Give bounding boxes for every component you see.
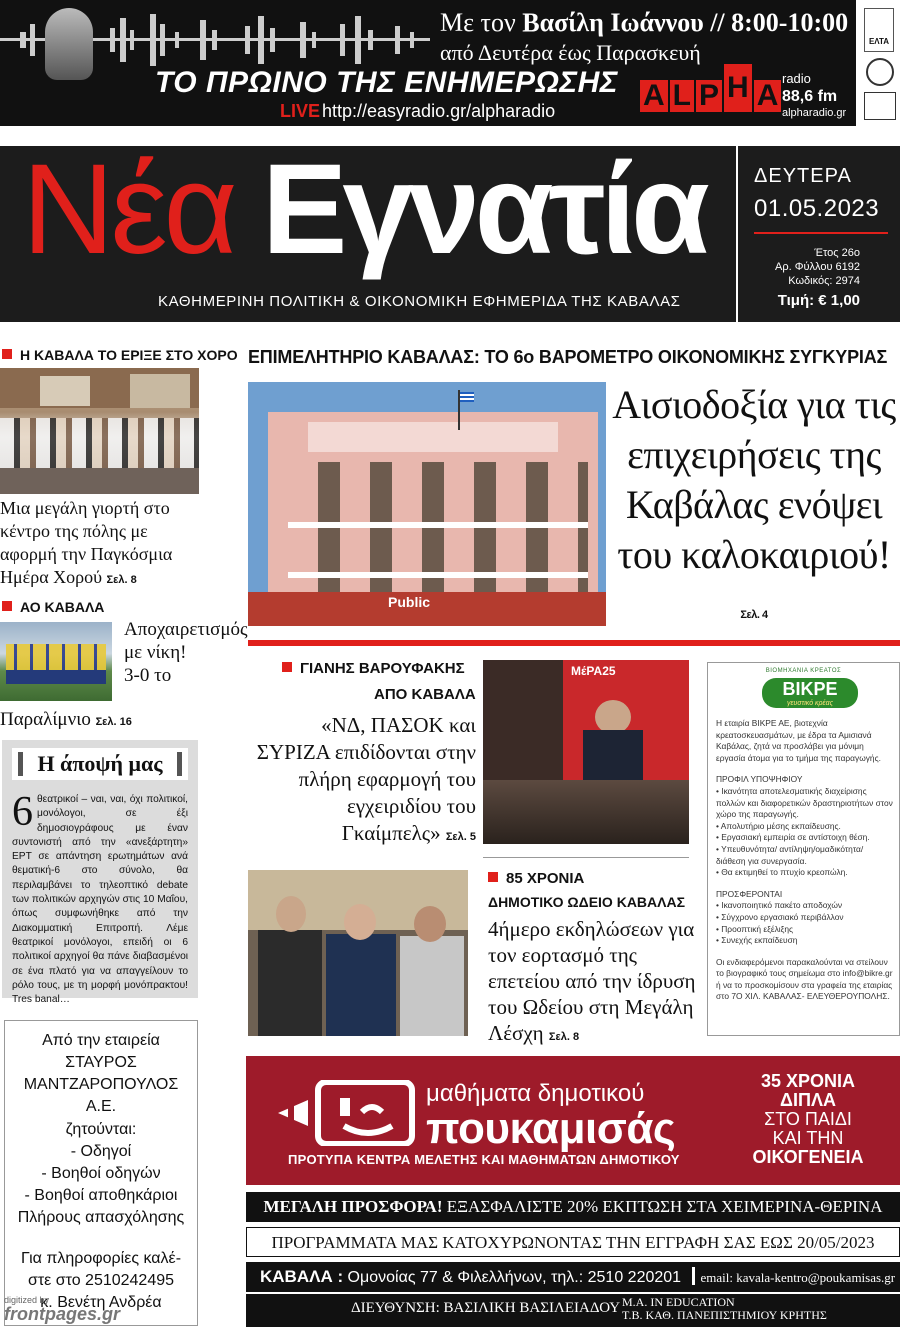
issue-number: Αρ. Φύλλου 6192 — [775, 261, 860, 273]
seal-icon — [866, 58, 894, 86]
alpha-letter: H — [724, 64, 752, 112]
bikre-logo: ΒΙΚΡΕ γευστικό κρέας — [762, 678, 858, 708]
staurou-company: Α.Ε. — [85, 1098, 117, 1115]
ad-brand: πουκαμισάς — [426, 1104, 676, 1153]
odeio-kicker: 85 ΧΡΟΝΙΑ — [488, 870, 584, 887]
main-kicker: ΕΠΙΜΕΛΗΤΗΡΙΟ ΚΑΒΑΛΑΣ: ΤΟ 6ο ΒΑΡΟΜΕΤΡΟ ΟΙΚΟΝΟΜΙΚΗΣ ΣΥΓΚΥΡΙΑΣ — [248, 347, 888, 367]
alpha-letter: A — [754, 80, 782, 112]
issue-price: Τιμή: € 1,00 — [777, 292, 860, 309]
red-square-icon — [2, 601, 12, 611]
issue-date: 01.05.2023 — [754, 195, 880, 222]
varoufakis-photo[interactable] — [483, 660, 689, 844]
alpha-frequency: 88,6 fm — [782, 88, 838, 105]
alpha-letter: A — [640, 80, 668, 112]
team-photo[interactable] — [0, 622, 112, 701]
radio-days: από Δευτέρα έως Παρασκευή — [440, 40, 701, 65]
ad-subtitle: μαθήματα δημοτικού — [426, 1080, 645, 1107]
main-headline[interactable]: Αισιοδοξία για τις επιχειρήσεις της Καβάλας ενόψει του καλοκαιριού! Σελ. 4 — [612, 382, 896, 621]
postal-logos — [858, 0, 900, 126]
staurou-company: ΣΤΑΥΡΟΣ — [65, 1054, 137, 1071]
team-story[interactable]: Αποχαιρετισμός με νίκη! 3-0 το — [124, 619, 248, 686]
ad-credentials: M.A. IN EDUCATION Τ.Β. ΚΑΘ. ΠΑΝΕΠΙΣΤΗΜΙΟΥ ΚΡΗΤΗΣ — [622, 1295, 827, 1322]
ad-address-bar: ΚΑΒΑΛΑ : Ομονοίας 77 & Φιλελλήνων, τηλ.: 2510 220201 email: kavala-kentro@poukamisas.gr — [246, 1262, 900, 1292]
opinion-text[interactable]: 6 θεατρικοί – ναι, ναι, όχι πολιτικοί, μονόλογοι, σε έξι δημοσιογράφους με έναν συντονιστή από την «ανεξάρτητη» ΕΡΤ σε απάντηση ερωτημάτων ανά θεματική-6 στο σύνολο, θα περιλαμβάνει το τηλεοπτικό debate των πολιτικών αρχηγών στις 10 Μαΐου, όπως συμφωνήθηκε από την Διακομματική Επιτροπή. Λέμε θεατρικοί μονόλογοι, επειδή οι 6 πολιτικοί αρχηγοί θα πάνε διαβασμένοι σε ένα πλατό για να απαγγείλουν το ρόλο τους, με τη μορφή μονόπρακτου! Tres banal… — [12, 789, 188, 1006]
stamp-icon — [864, 92, 896, 120]
opinion-dropcap: 6 — [12, 789, 33, 835]
watermark-line: digitized by — [4, 1295, 50, 1305]
varoufakis-headline[interactable]: «ΝΔ, ΠΑΣΟΚ και ΣΥΡΙΖΑ επιδίδονται στην πλήρη εφαρμογή του εγχειριδίου του Γκαίμπελς» Σελ. 5 — [256, 713, 476, 845]
bikre-title: ΒΙΟΜΗΧΑΝΙΑ ΚΡΕΑΤΟΣ — [765, 668, 842, 674]
staurou-line: κ. Βενέτη Ανδρέα — [40, 1294, 162, 1311]
staurou-line: Για πληροφορίες καλέ- — [20, 1250, 182, 1267]
alpha-letter: L — [670, 80, 694, 112]
masthead-title-nea: Νέα — [22, 138, 234, 281]
team-story-end[interactable]: Παραλίμνιο Σελ. 16 — [0, 709, 132, 730]
bikre-text: Η εταιρία ΒΙΚΡΕ ΑΕ, βιοτεχνία κρεατοσκευασμάτων, με έδρα τα Αμισιανά Καβάλας, ζητά να προσλάβει για μόνιμη εργασία άτομα για το τμήμα της παραγωγής. ΠΡΟΦΙΛ ΥΠΟΨΗΦΙΟΥ • Ικανότητα αποτελεσματικής διαχείρισης πολλών και διαφορετικών δραστηριοτήτων στον χώρο της παραγωγής. • Απολυτήριο μέσης εκπαίδευσης. • Εργασιακή εμπειρία σε αντίστοιχη θέση. • Υπευθυνότητα/ αντίληψη/ομαδικότητα/ διάθεση για συνεργασία. • Θα εκτιμηθεί το πτυχίο κρεοπώλη. ΠΡΟΣΦΕΡΟΝΤΑΙ • Ικανοποιητικό πακέτο αποδοχών • Σύγχρονο εργασιακό περιβάλλον • Προοπτική εξέλιξης • Συνεχής εκπαίδευση Οι ενδιαφερόμενοι παρακαλούνται να στείλουν το βιογραφικό τους σημείωμα στο info@bikre.gr ή να το προσκομίσουν στα γραφεία της εταιρίας στο 7Ο ΧΙΛ. ΚΑΒΑΛΑΣ- ΕΛΕΥΘΕΡΟΥΠΟΛΗΣ. — [716, 718, 893, 1002]
red-square-icon — [488, 872, 498, 882]
mera25-sign: ΜέΡΑ25 — [571, 664, 616, 678]
radio-show-title: ΤΟ ΠΡΩΙΝΟ ΤΗΣ ΕΝΗΜΕΡΩΣΗΣ — [155, 66, 618, 99]
story-divider — [483, 857, 689, 858]
dance-kicker: Η ΚΑΒΑΛΑ ΤΟ ΕΡΙΞΕ ΣΤΟ ΧΟΡΟ — [2, 347, 238, 363]
red-square-icon — [282, 662, 292, 672]
odeio-headline[interactable]: 4ήμερο εκδηλώσεων για τον εορτασμό της επετείου από την ίδρυση του Ωδείου στη Μεγάλη Λέσχη Σελ. 8 — [488, 917, 696, 1045]
varoufakis-kicker-sub: ΑΠΟ ΚΑΒΑΛΑ — [374, 686, 476, 703]
staurou-line: ζητούνται: — [65, 1121, 137, 1138]
red-divider — [248, 640, 900, 646]
alpha-letter: P — [696, 80, 722, 112]
odeio-kicker-sub: ΔΗΜΟΤΙΚΟ ΩΔΕΙΟ ΚΑΒΑΛΑΣ — [488, 894, 685, 910]
dance-photo[interactable] — [0, 368, 199, 494]
staurou-line: - Οδηγοί — [70, 1143, 132, 1160]
elta-logo-icon: ΕΛΤΑ — [864, 8, 894, 52]
opinion-title: Η άποψή μας — [12, 748, 188, 780]
ad-director: ΔΙΕΥΘΥΝΣΗ: ΒΑΣΙΛΙΚΗ ΒΑΣΙΛΕΙΑΔΟΥ — [351, 1300, 621, 1316]
staurou-line: Πλήρους απασχόλησης — [17, 1209, 185, 1226]
alpha-logo — [640, 62, 783, 112]
issue-day: ΔΕΥΤΕΡΑ — [754, 165, 852, 187]
red-square-icon — [2, 349, 12, 359]
staurou-phone: στε στο 2510242495 — [27, 1272, 175, 1289]
alpha-radio-label: radio — [782, 71, 811, 86]
ad-strapline: ΠΡΟΤΥΠΑ ΚΕΝΤΡΑ ΜΕΛΕΤΗΣ ΚΑΙ ΜΑΘΗΜΑΤΩΝ ΔΗΜΟΤΙΚΟΥ — [288, 1152, 680, 1167]
radio-url[interactable]: http://easyradio.gr/alpharadio — [322, 101, 556, 121]
alpha-site: alpharadio.gr — [782, 107, 847, 119]
pencil-board-icon — [278, 1080, 416, 1146]
microphone-icon — [45, 8, 93, 80]
public-sign: Public — [388, 594, 431, 610]
radio-live-label: LIVE — [280, 101, 321, 121]
masthead-title-egnatia: Εγνατία — [262, 138, 705, 281]
dance-story[interactable]: Μια μεγάλη γιορτή στο κέντρο της πόλης με αφορμή την Παγκόσμια Ημέρα Χορού Σελ. 8 — [0, 498, 173, 587]
staurou-line: Από την εταιρεία — [42, 1032, 160, 1049]
issue-code: Κωδικός: 2974 — [788, 275, 860, 287]
date-divider — [754, 232, 888, 234]
staurou-line: - Βοηθοί αποθηκάριοι — [24, 1187, 178, 1204]
issue-year: Έτος 26ο — [814, 247, 860, 259]
watermark-site: frontpages.gr — [4, 1304, 121, 1324]
chamber-building-photo[interactable] — [248, 382, 606, 626]
team-kicker: ΑΟ ΚΑΒΑΛΑ — [2, 599, 104, 615]
ad-years-block: 35 ΧΡΟΝΙΑ ΔΙΠΛΑ ΣΤΟ ΠΑΙΔΙ ΚΑΙ ΤΗΝ ΟΙΚΟΓΕΝΕΙΑ — [752, 1071, 864, 1167]
ad-offer-bar: ΜΕΓΑΛΗ ΠΡΟΣΦΟΡΑ! ΕΞΑΣΦΑΛΙΣΤΕ 20% ΕΚΠΤΩΣΗ ΣΤΑ ΧΕΙΜΕΡΙΝΑ-ΘΕΡΙΝΑ — [246, 1192, 900, 1222]
staurou-line: - Βοηθοί οδηγών — [41, 1165, 161, 1182]
ad-programs-bar: ΠΡΟΓΡΑΜΜΑΤΑ ΜΑΣ ΚΑΤΟΧΥΡΩΝΟΝΤΑΣ ΤΗΝ ΕΓΓΡΑΦΗ ΣΑΣ ΕΩΣ 20/05/2023 — [246, 1227, 900, 1257]
radio-host-line: Με τον Βασίλη Ιωάννου // 8:00-10:00 — [440, 8, 849, 37]
staurou-company: ΜΑΝΤΖΑΡΟΠΟΥΛΟΣ — [23, 1076, 179, 1093]
odeio-photo[interactable] — [248, 870, 468, 1036]
ad-director-bar — [246, 1294, 900, 1327]
masthead-subtitle: ΚΑΘΗΜΕΡΙΝΗ ΠΟΛΙΤΙΚΗ & ΟΙΚΟΝΟΜΙΚΗ ΕΦΗΜΕΡΙΔΑ ΤΗΣ ΚΑΒΑΛΑΣ — [158, 293, 681, 310]
varoufakis-kicker: ΓΙΑΝΗΣ ΒΑΡΟΥΦΑΚΗΣ — [282, 660, 465, 677]
